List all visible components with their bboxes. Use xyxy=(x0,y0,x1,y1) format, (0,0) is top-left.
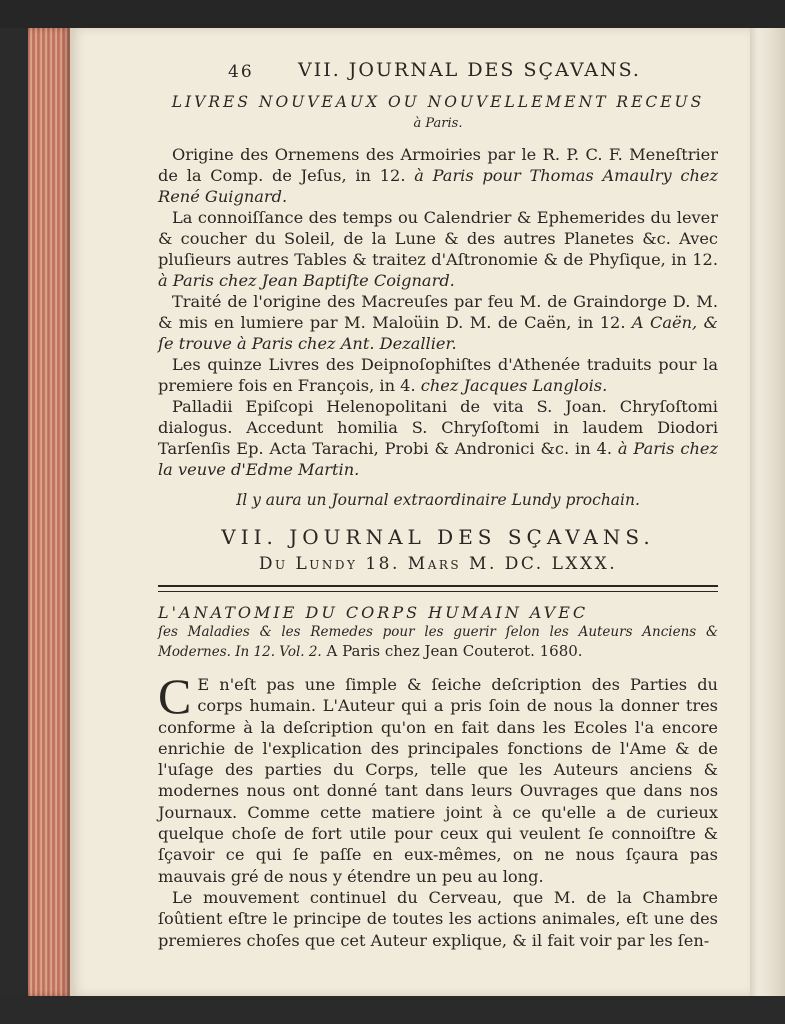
entry-imprint: A Caën, & ſe trouve à Paris chez Ant. Dezallier. xyxy=(158,313,718,353)
article-subtitle-italic: ſes Maladies & les Remedes pour les guerir ſelon les Auteurs Anciens & Modernes. In 12. Vol. 2. xyxy=(158,624,718,660)
scan-top-border xyxy=(0,0,785,28)
entry-text: Les quinze Livres des Deipnoſophiſtes d'Athenée traduits pour la premiere fois en François, in 4. xyxy=(158,355,718,395)
page-number: 46 xyxy=(228,62,254,82)
entry-text: Origine des Ornemens des Armoiries par le R. P. C. F. Meneſtrier de la Comp. de Jeſus, in 12. xyxy=(158,145,718,185)
page-header xyxy=(158,60,718,90)
drop-cap: C xyxy=(158,668,192,724)
journal-date: Du Lundy 18. Mars M. DC. LXXX. xyxy=(258,554,618,574)
double-rule-divider xyxy=(158,585,718,592)
right-page-edges xyxy=(750,28,785,996)
entry-imprint: à Paris chez Jean Baptiſte Coignard. xyxy=(158,271,455,290)
article-imprint: A Paris chez Jean Couterot. 1680. xyxy=(321,642,583,660)
entry-text: Palladii Epiſcopi Helenopolitani de vita S. Joan. Chryſoſtomi dialogus. Accedunt homilia S. Chryſoſtomi in laudem Diodori Tarſenſis Ep. Acta Tarachi, Probi & Andronici &c. in 4. xyxy=(158,397,718,458)
entry-text: La connoiſſance des temps ou Calendrier & Ephemerides du lever & coucher du Soleil, de la Lune & des autres Planetes &c. Avec pluſieurs autres Tables & traitez d'Aſtronomie & de Phyſique, in 12. xyxy=(158,208,718,269)
book-page-edges xyxy=(28,28,70,996)
entry-imprint: à Paris chez la veuve d'Edme Martin. xyxy=(158,439,718,479)
journal-title: VII. JOURNAL DES SÇAVANS. xyxy=(221,525,655,549)
section-subheading: à Paris. xyxy=(413,116,463,131)
running-title: VII. JOURNAL DES SÇAVANS. xyxy=(298,59,641,81)
scan-bottom-border xyxy=(0,996,785,1024)
book-entry xyxy=(158,354,718,396)
book-entry xyxy=(158,396,718,480)
entry-text: Traité de l'origine des Macreuſes par feu M. de Graindorge D. M. & mis en lumiere par M. Maloüin D. M. de Caën, in 12. xyxy=(158,292,718,332)
notice: Il y aura un Journal extraordinaire Lundy prochain. xyxy=(236,491,640,509)
section-heading: LIVRES NOUVEAUX OU NOUVELLEMENT RECEUS xyxy=(171,93,705,111)
article-paragraph xyxy=(158,668,718,887)
entry-imprint: à Paris pour Thomas Amaulry chez René Guignard. xyxy=(158,166,718,206)
entry-imprint: chez Jacques Langlois. xyxy=(420,376,608,395)
book-entry xyxy=(158,207,718,291)
page-content xyxy=(158,60,718,951)
book-entry xyxy=(158,144,718,207)
article-paragraph: Le mouvement continuel du Cerveau, que M. de la Chambre ſoûtient eſtre le principe de toutes les actions animales, eſt une des premieres choſes que cet Auteur explique, & il fait voir par les ſen- xyxy=(158,887,718,950)
article-title: L'ANATOMIE DU CORPS HUMAIN AVEC xyxy=(158,603,589,622)
book-entry xyxy=(158,291,718,354)
article-subtitle xyxy=(158,623,718,662)
paragraph-text: E n'eſt pas une ſimple & ſeiche deſcription des Parties du corps humain. L'Auteur qui a pris ſoin de nous la donner tres conforme à la deſcription qu'on en fait dans les Ecoles l'a encore enrichie de l'explication des principales fonctions de l'Ame & de l'uſage des parties du Corps, telle que les Auteurs anciens & modernes nous ont donné tant dans leurs Ouvrages que dans nos Journaux. Comme cette matiere joint à ce qu'elle a de curieux quelque choſe de fort utile pour ceux qui veulent ſe connoiſtre & ſçavoir ce qui ſe paſſe en eux-mêmes, on ne nous ſçaura pas mauvais gré de nous y étendre un peu au long. xyxy=(158,675,718,886)
